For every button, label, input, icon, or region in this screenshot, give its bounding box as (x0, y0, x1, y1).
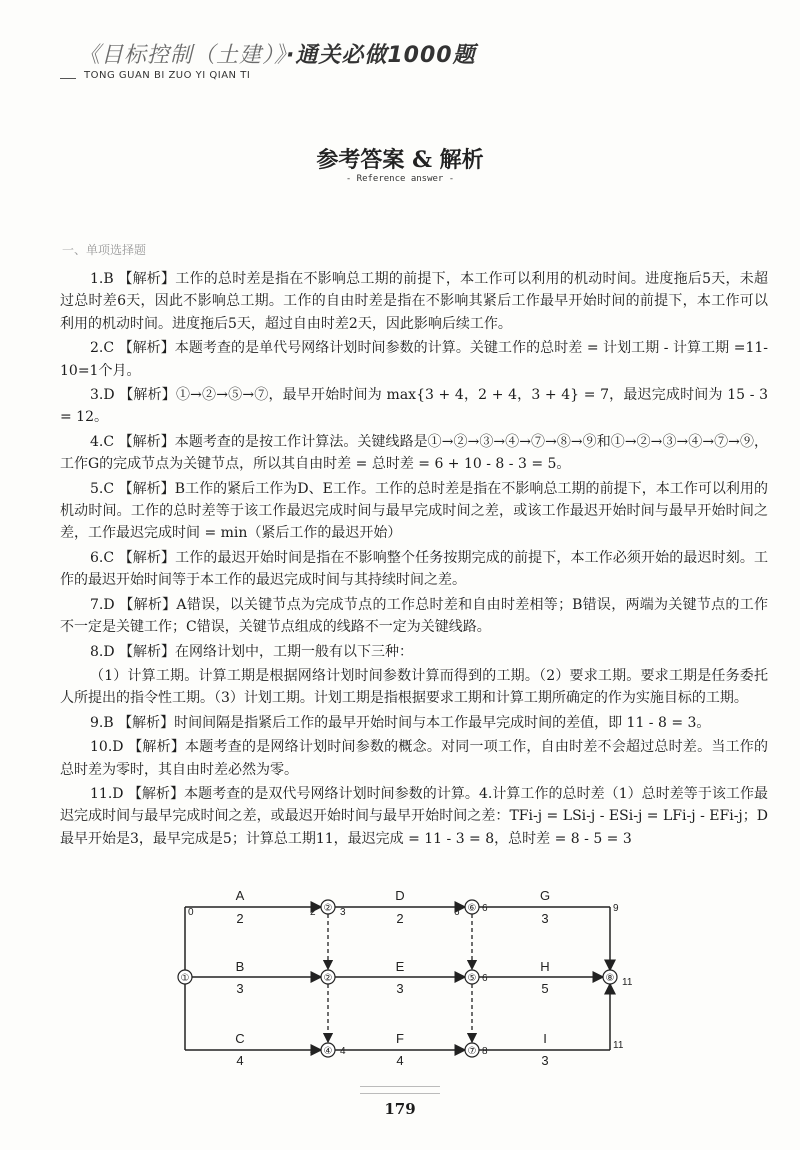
section-heading: 一、单项选择题 (62, 243, 147, 257)
answer-11: 11.D 【解析】本题考查的是双代号网络计划时间参数的计算。4.计算工作的总时差（1）总时差等于该工作最迟完成时间与最早完成时间之差，或最迟开始时间与最早开始时间之差：TFi-j = LSi-j - ESi-j = LFi-j - EFi-j；D最早开始是3，最早完成是5；计算总工期11，最迟完成 = 11 - 3 = 8，总时差 = 8 - 5 = 3 (60, 785, 768, 847)
answer-8: 8.D 【解析】在网络计划中，工期一般有以下三种： (90, 643, 414, 660)
time-2: 2 (310, 907, 316, 918)
series-title: 《目标控制（土建）》·通关必做1000题 (78, 43, 476, 68)
answer-4: 4.C 【解析】本题考查的是按工作计算法。关键线路是①→②→③→④→⑦→⑧→⑨和①→②→③→④→⑦→⑨，工作G的完成节点为关键节点，所以其自由时差 = 总时差 = 6 + 10 - 8 - 3 = 5。 (60, 433, 768, 473)
time-4b: 4 (340, 1046, 346, 1057)
time-6a: 6 (454, 907, 460, 918)
activity-c-name: C (235, 1031, 245, 1046)
activity-i-duration: 3 (541, 1053, 549, 1068)
node-6: ⑥ (467, 903, 477, 914)
activity-a-duration: 2 (236, 911, 244, 926)
node-2: ② (323, 903, 333, 914)
page-number: 179 (384, 1100, 416, 1118)
node-1: ① (180, 973, 190, 984)
answer-10: 10.D 【解析】本题考查的是网络计划时间参数的概念。对同一项工作，自由时差不会超过总时差。当工作的总时差为零时，其自由时差必然为零。 (60, 739, 768, 778)
time-11: 11 (622, 977, 633, 988)
time-0: 0 (188, 907, 194, 918)
time-8a: 8 (454, 1046, 460, 1057)
activity-h-duration: 5 (541, 981, 549, 996)
activity-c-duration: 4 (236, 1053, 244, 1068)
node-5: ⑤ (467, 973, 477, 984)
node-2b: ② (323, 973, 333, 984)
network-diagram (170, 885, 640, 1070)
activity-d-name: D (395, 888, 405, 903)
activity-a-name: A (235, 888, 245, 903)
answer-1: 1.B 【解析】工作的总时差是指在不影响总工期的前提下，本工作可以利用的机动时间。进度拖后5天，未超过总时差6天，因此不影响总工期。工作的自由时差是指在不影响其紧后工作最早开始时间的前提下，本工作可以利用的机动时间。进度拖后5天，超过自由时差2天，因此影响后续工作。 (60, 271, 768, 332)
answer-6: 6.C 【解析】工作的最迟开始时间是指在不影响整个任务按期完成的前提下，本工作必须开始的最迟时刻。工作的最迟开始时间等于本工作的最迟完成时间与其持续时间之差。 (60, 549, 768, 589)
activity-d-duration: 2 (396, 911, 404, 926)
page-ornament (360, 1086, 440, 1094)
activity-i-name: I (543, 1031, 547, 1046)
time-11b: 11 (613, 1040, 624, 1051)
network-diagram-svg (170, 885, 640, 1070)
activity-f-name: F (396, 1031, 404, 1046)
activity-b-name: B (235, 959, 245, 974)
node-8: ⑧ (605, 973, 615, 984)
answer-2: 2.C 【解析】本题考查的是单代号网络计划时间参数的计算。关键工作的总时差 = 计划工期 - 计算工期 =11-10=1个月。 (60, 340, 768, 379)
activity-b-duration: 3 (236, 981, 244, 996)
answer-5: 5.C 【解析】B工作的紧后工作为D、E工作。工作的总时差是指在不影响总工期的前提下，本工作可以利用的机动时间。工作的总时差等于该工作最迟完成时间与最早完成时间之差，或该工作最迟开始时间与最早开始时间之差，工作最迟完成时间 = min（紧后工作的最迟开始） (60, 480, 768, 542)
time-5: 5 (454, 973, 460, 984)
series-pinyin: TONG GUAN BI ZUO YI QIAN TI (84, 70, 251, 81)
activity-g-duration: 3 (541, 911, 549, 926)
answer-8-detail: （1）计算工期。计算工期是根据网络计划时间参数计算而得到的工期。（2）要求工期。要求工期是任务委托人所提出的指令性工期。（3）计划工期。计划工期是指根据要求工期和计算工期所确定的作为实施目标的工期。 (60, 667, 768, 707)
node-4: ④ (323, 1046, 333, 1057)
activity-e-duration: 3 (396, 981, 404, 996)
time-4a: 4 (310, 1046, 316, 1057)
activity-h-name: H (540, 959, 550, 974)
time-6b: 6 (482, 903, 488, 914)
time-3b: 3 (310, 973, 316, 984)
activity-e-name: E (395, 959, 405, 974)
time-6c: 6 (482, 973, 488, 984)
answer-9: 9.B 【解析】时间间隔是指紧后工作的最早开始时间与本工作最早完成时间的差值，即 11 - 8 = 3。 (90, 714, 711, 731)
answer-list (60, 268, 768, 852)
page-title: 参考答案 & 解析 (316, 147, 484, 173)
time-9: 9 (613, 903, 619, 914)
page-subtitle: - Reference answer - (345, 174, 455, 184)
time-8b: 8 (482, 1046, 488, 1057)
node-7: ⑦ (467, 1046, 477, 1057)
activity-g-name: G (539, 888, 551, 903)
header-rule (60, 78, 76, 79)
time-3: 3 (340, 907, 346, 918)
activity-f-duration: 4 (396, 1053, 404, 1068)
answer-7: 7.D 【解析】A错误，以关键节点为完成节点的工作总时差和自由时差相等；B错误，两端为关键节点的工作不一定是关键工作；C错误，关键节点组成的线路不一定为关键线路。 (60, 596, 768, 636)
answer-3: 3.D 【解析】①→②→⑤→⑦，最早开始时间为 max{3 + 4，2 + 4，3 + 4} = 7，最迟完成时间为 15 - 3 = 12。 (60, 387, 768, 426)
